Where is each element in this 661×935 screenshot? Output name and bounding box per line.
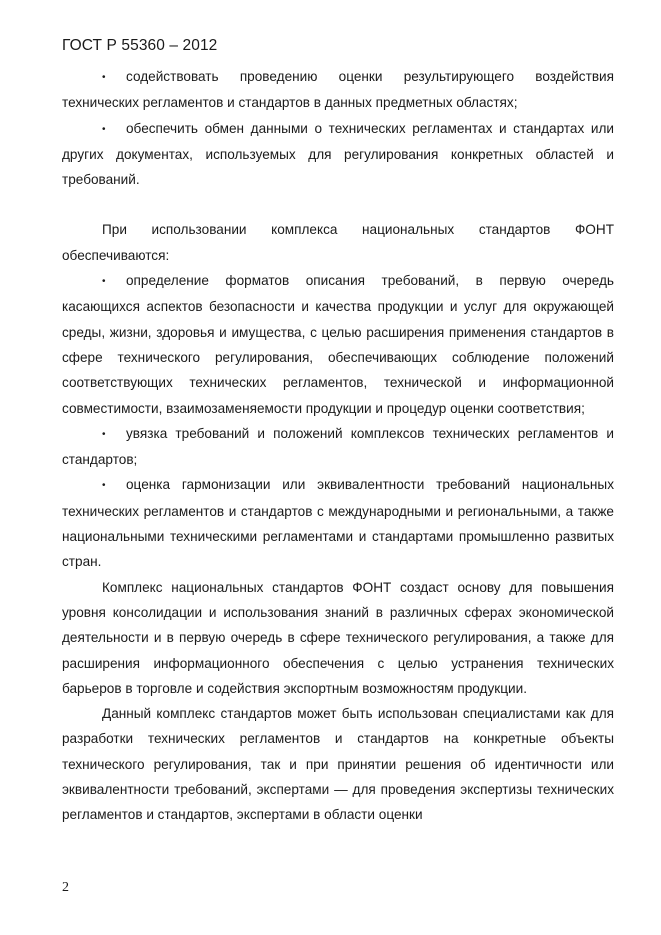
bullet-icon: • xyxy=(102,480,106,492)
list-item xyxy=(62,64,614,116)
list-item xyxy=(62,116,614,193)
list-item-text: содействовать проведению оценки результирующего воздействия технических регламентов и стандартов в данных предметных областях; xyxy=(62,69,614,111)
bullet-icon: • xyxy=(102,123,106,135)
list-item xyxy=(62,421,614,473)
bullet-icon: • xyxy=(102,72,106,83)
page-number: 2 xyxy=(62,880,69,895)
body-paragraph: Данный комплекс стандартов может быть использован специалистами как для разработки технических регламентов и стандартов на конкретные объекты технического регулирования, так и при принятии решения об идентичности или эквивалентности требований, экспертами — для проведения экспертизы технических регламентов и стандартов, экспертами в области оценки xyxy=(62,706,614,823)
list-item-text: определение форматов описания требований, в первую очередь касающихся аспектов безопасности и качества продукции и услуг для окружающей среды, жизни, здоровья и имущества, с целью расширения применения стандартов в сфере технического регулирования, обеспечивающих соблюдение положений соответствующих технических регламентов, технической и информационной совместимости, взаимозаменяемости продукции и процедур оценки соответствия; xyxy=(62,273,614,416)
list-item-text: оценка гармонизации или эквивалентности требований национальных технических регламентов и стандартов с международными и региональными, а также национальными техническими регламентами и стандартами промышленно развитых стран. xyxy=(62,477,614,570)
list-item xyxy=(62,268,614,421)
list-item-text: увязка требований и положений комплексов технических регламентов и стандартов; xyxy=(62,425,614,468)
intro-paragraph: При использовании комплекса национальных стандартов ФОНТ обеспечиваются: xyxy=(62,222,614,263)
list-item xyxy=(62,472,614,574)
bullet-icon: • xyxy=(102,276,106,288)
list-item-text: обеспечить обмен данными о технических регламентах и стандартах или других документах, используемых для регулирования конкретных областей и требований. xyxy=(62,120,614,188)
bullet-icon: • xyxy=(102,428,106,440)
document-body xyxy=(62,64,614,828)
body-paragraph: Комплекс национальных стандартов ФОНТ создаст основу для повышения уровня консолидации и использования знаний в различных сферах экономической деятельности и в первую очередь в сфере технического регулирования, а также для расширения информационного обеспечения с целью устранения технических барьеров в торговле и содействия экспортным возможностям продукции. xyxy=(62,579,614,696)
document-header: ГОСТ Р 55360 – 2012 xyxy=(62,37,218,54)
paragraph-gap xyxy=(62,192,614,217)
